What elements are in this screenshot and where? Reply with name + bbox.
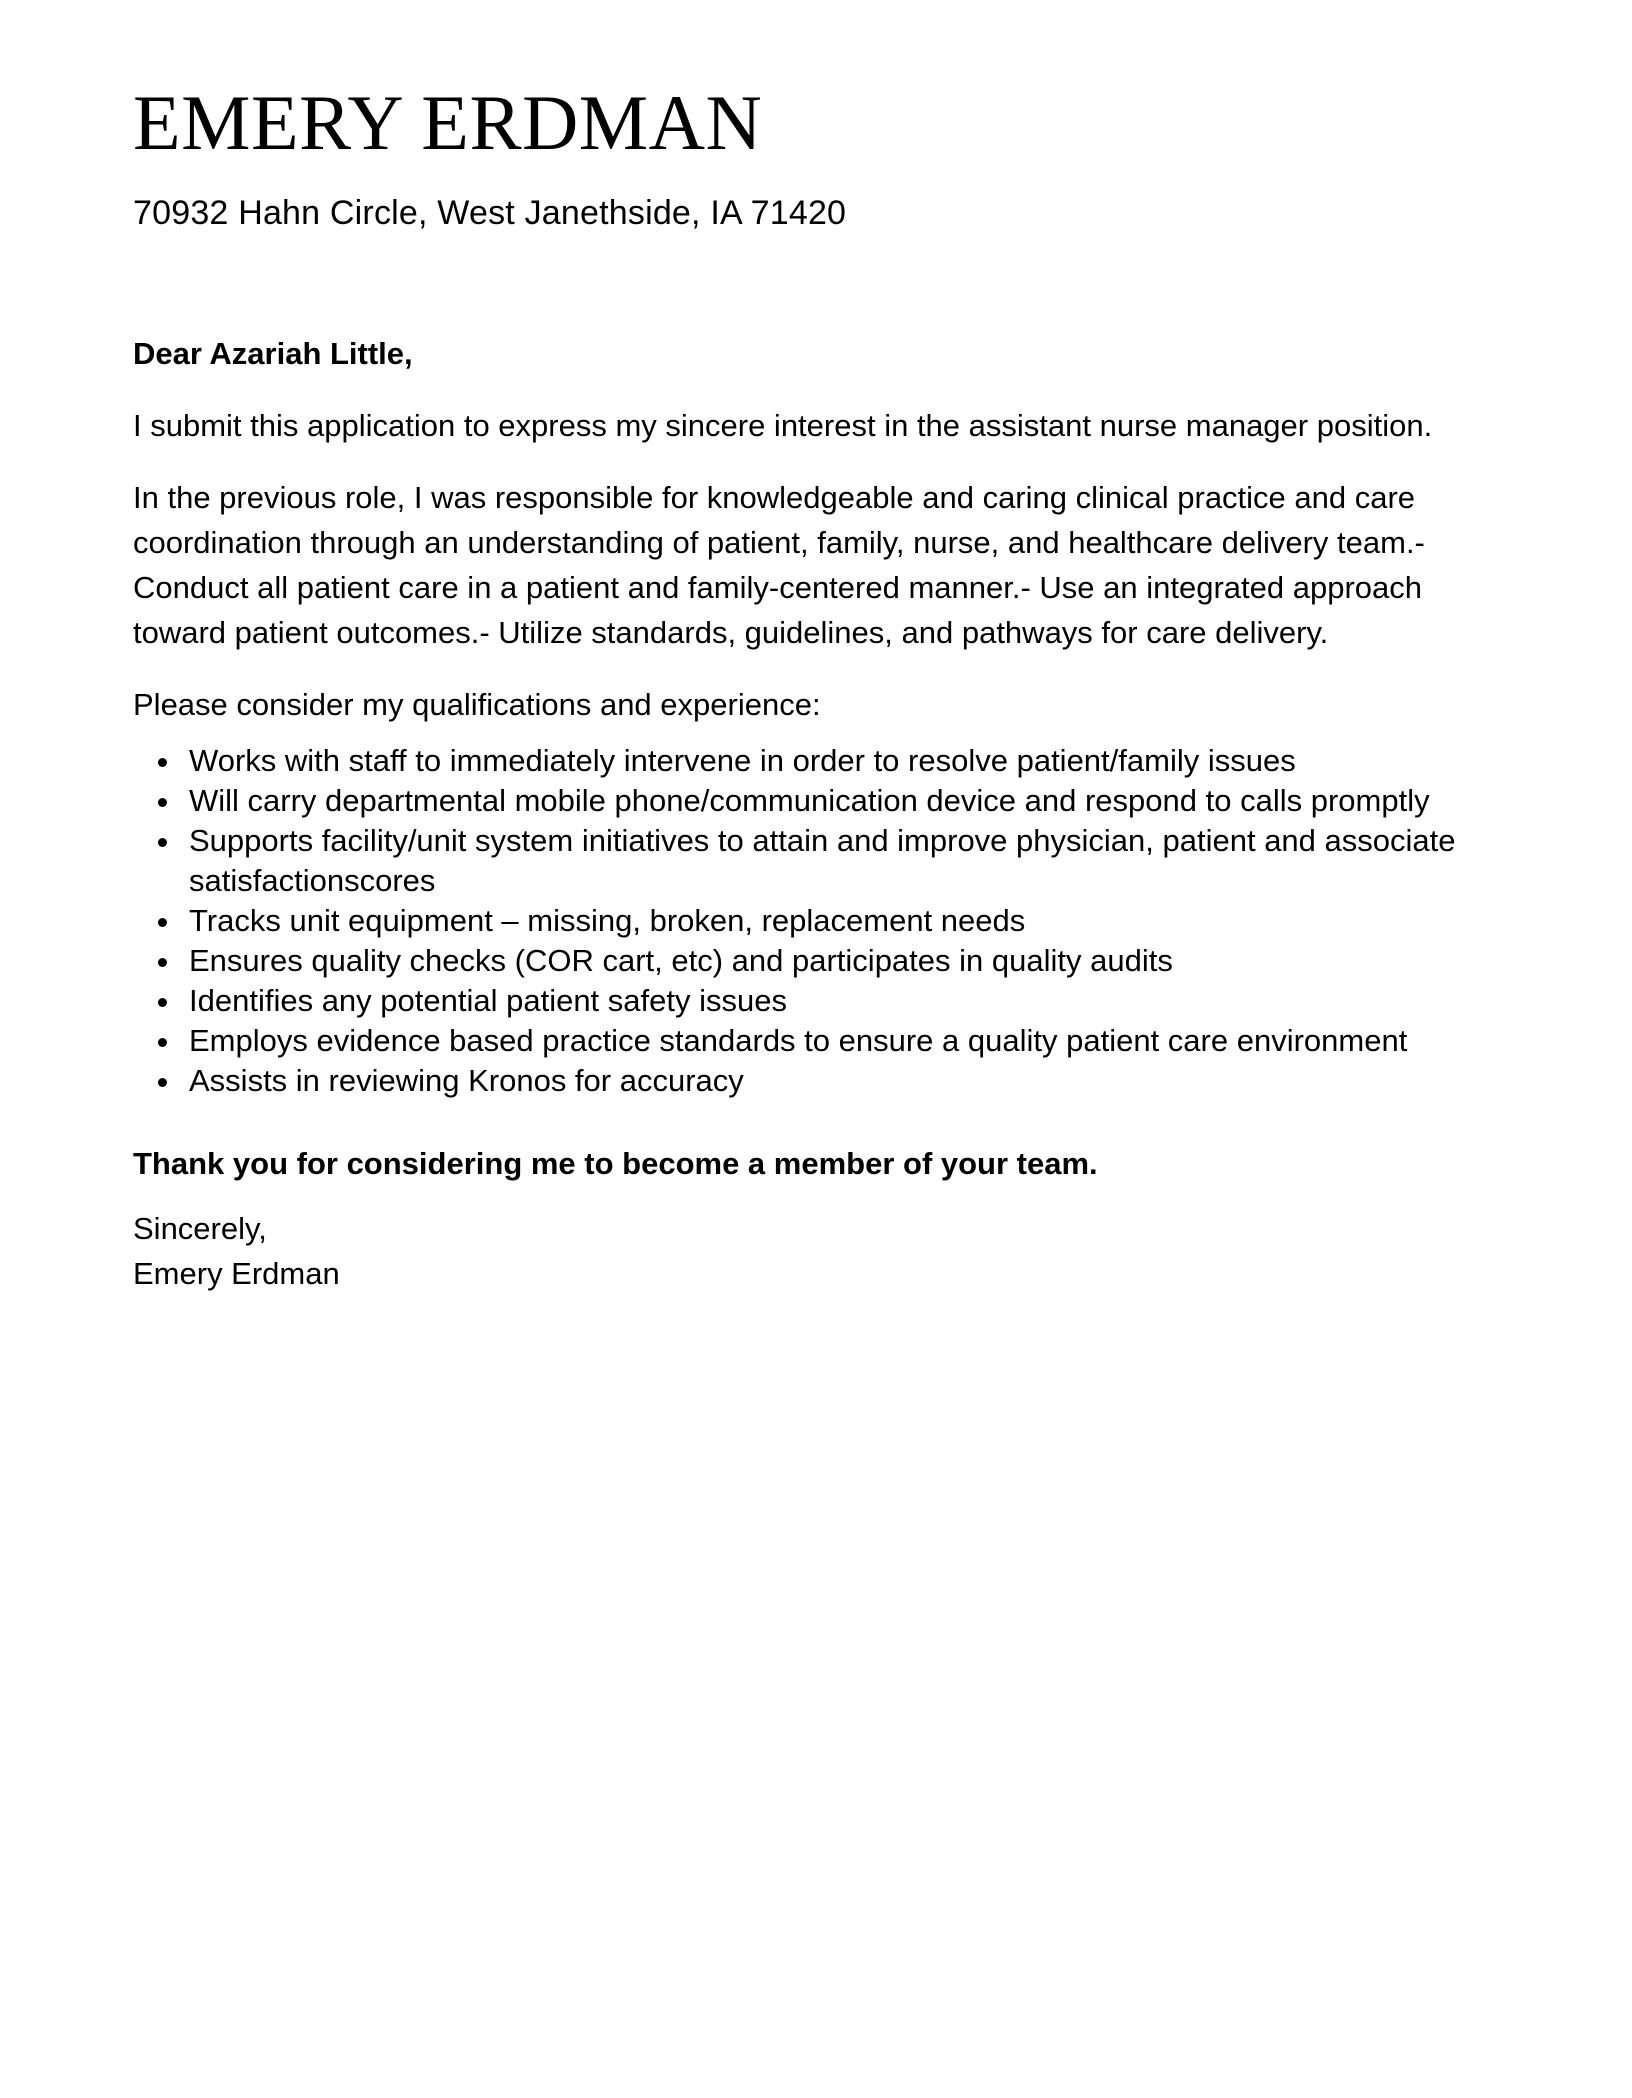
paragraph-interest: I submit this application to express my sincere interest in the assistant nurse manager position. (133, 408, 1433, 444)
paragraph-previous-role: In the previous role, I was responsible for knowledgeable and caring clinical practice and care coordination through an understanding of patient, family, nurse, and healthcare delivery team.- Conduct all patient care in a patient and family-centered manner.- Use an integrated approach toward patient outcomes.- Utilize standards, guidelines, and pathways for care delivery. (133, 480, 1425, 651)
qualification-item: • Assists in reviewing Kronos for accuracy (183, 1061, 1478, 1101)
closing-salutation: Sincerely, (133, 1211, 267, 1247)
qualification-item: • Supports facility/unit system initiatives to attain and improve physician, patient and associate satisfactionscores (183, 821, 1478, 901)
paragraph-thanks: Thank you for considering me to become a member of your team. (133, 1146, 1098, 1182)
sender-name: EMERY ERDMAN (133, 79, 763, 166)
qualification-item: • Works with staff to immediately intervene in order to resolve patient/family issues (183, 741, 1478, 781)
qualification-item: • Employs evidence based practice standards to ensure a quality patient care environment (183, 1021, 1478, 1061)
qualification-item: • Tracks unit equipment – missing, broken, replacement needs (183, 901, 1478, 941)
qualification-item: • Ensures quality checks (COR cart, etc) and participates in quality audits (183, 941, 1478, 981)
closing-block (133, 1206, 1478, 1296)
paragraph-qualifications-intro: Please consider my qualifications and experience: (133, 687, 821, 723)
qualification-item: • Will carry departmental mobile phone/communication device and respond to calls promptly (183, 781, 1478, 821)
sender-address: 70932 Hahn Circle, West Janethside, IA 71420 (133, 194, 847, 233)
closing-name: Emery Erdman (133, 1256, 340, 1292)
qualification-item: • Identifies any potential patient safety issues (183, 981, 1478, 1021)
greeting: Dear Azariah Little, (133, 336, 413, 372)
qualifications-list (133, 741, 1478, 1101)
